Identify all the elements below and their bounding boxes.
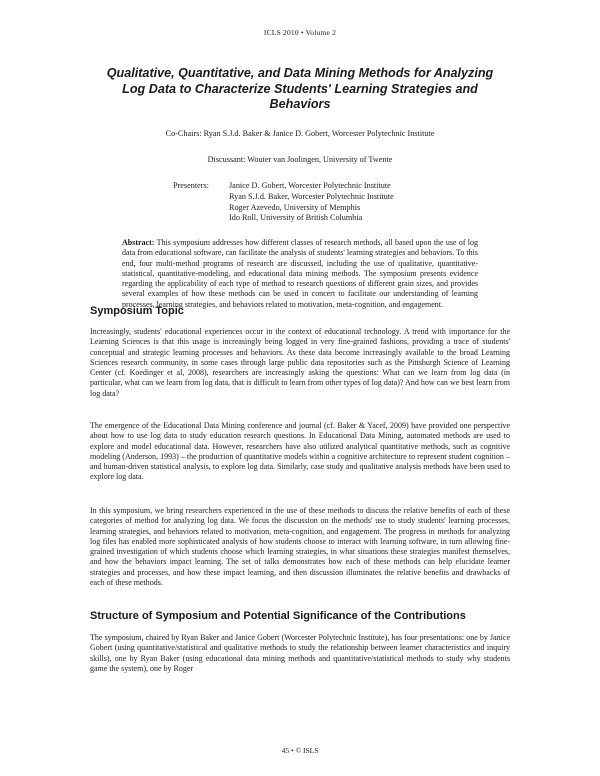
paper-title: Qualitative, Quantitative, and Data Mining Methods for Analyzing Log Data to Characterize Students' Learning Strategies and Behaviors bbox=[106, 66, 494, 111]
presenter-item: Roger Azevedo, University of Memphis bbox=[229, 202, 361, 212]
body-paragraph: Increasingly, students' educational experiences occur in the context of educational technology. A trend with importance for the Learning Sciences is that this usage is increasingly being logged in very fine-grained fashions, providing a trace of students' conceptual and strategic learning processes and behaviors. As these data become increasingly available to the broad Learning Sciences research community, in some cases through large public data repositories such as the Pittsburgh Science of Learning Center (cf. Koedinger et al, 2008), researchers are increasingly asking the questions: What can we learn from log data (in particular, what can we learn from log data, that is difficult to learn from other types of log data)? And how can we best learn from log data? bbox=[90, 327, 510, 398]
co-chairs-line: Co-Chairs: Ryan S.J.d. Baker & Janice D. Gobert, Worcester Polytechnic Institute bbox=[165, 129, 435, 138]
body-paragraph: In this symposium, we bring researchers experienced in the use of these methods to discuss the relative benefits of each of these categories of method for analyzing log data. We focus the discussion on the methods' use to study students' learning processes, learning strategies, and behaviors related to motivation, meta-cognition, and engagement. The progress in methods for analyzing log files has enabled more sophisticated analysis of how students choose to interact with learning software, in turn allowing fine-grained investigation of which students choose which learning strategies, in what situations these strategies manifest themselves, and how the behaviors impact learning. The set of talks demonstrates how each of these methods can help elucidate learner strategies and processes, and how these impact learning, and then discussion illuminates the relative benefits and drawbacks of each of these methods. bbox=[90, 506, 510, 588]
presenter-item: Ryan S.J.d. Baker, Worcester Polytechnic Institute bbox=[229, 191, 394, 201]
section-heading-symposium-topic: Symposium Topic bbox=[90, 305, 184, 317]
abstract-text: This symposium addresses how different classes of research methods, all based upon the use of log data from educational software, can facilitate the analysis of students' learning strategies and behaviors. To this end, four multi-method programs of research are discussed, including the use of qualitative, quantitative-statistical, quantitative-modeling, and educational data mining methods. The symposium presents evidence regarding the applicability of each type of method to research questions of different grain sizes, and provides several examples of how these methods can be used in concert to facilitate our understanding of learning processes, learning strategies, and behaviors related to motivation, meta-cognition, and engagement. bbox=[122, 238, 478, 309]
discussant-line: Discussant: Wouter van Joolingen, University of Twente bbox=[207, 155, 393, 164]
running-header: ICLS 2010 • Volume 2 bbox=[263, 28, 337, 37]
abstract-label: Abstract: bbox=[122, 238, 155, 247]
body-paragraph: The symposium, chaired by Ryan Baker and Janice Gobert (Worcester Polytechnic Institute), has four presentations: one by Janice Gobert (using quantitative/statistical and qualitative methods to study the relationship between learner characteristics and inquiry skills), one by Ryan Baker (using educational data mining methods and quantitative/statistical methods to study why students game the system), one by Roger bbox=[90, 633, 510, 673]
presenters-label: Presenters: bbox=[173, 181, 209, 190]
presenters-block bbox=[173, 181, 513, 224]
body-paragraph: The emergence of the Educational Data Mining conference and journal (cf. Baker & Yacef, 2009) have provided one perspective about how to use log data to study education research questions. In Educational Data Mining, automated methods are used to explore and model educational data. However, researchers have also utilized analytical quantitative methods, such as cognitive modeling (Anderson, 1993) – the production of quantitative models within a cognitive architecture to represent student cognition – and human-driven statistical analysis, to explore log data. Similarly, case study and qualitative analysis methods have been used to explore log data. bbox=[90, 421, 510, 482]
presenter-item: Ido Roll, University of British Columbia bbox=[229, 213, 363, 223]
presenter-item: Janice D. Gobert, Worcester Polytechnic Institute bbox=[229, 181, 391, 190]
section-heading-structure: Structure of Symposium and Potential Significance of the Contributions bbox=[90, 610, 466, 622]
abstract bbox=[122, 238, 478, 310]
page-footer: 45 • © ISLS bbox=[281, 746, 319, 755]
